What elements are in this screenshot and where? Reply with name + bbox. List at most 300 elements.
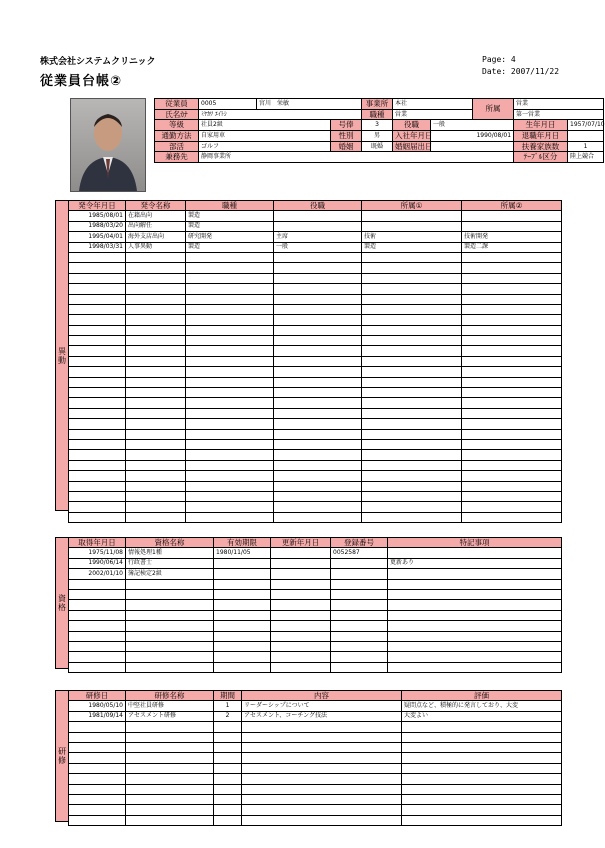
table-cell: 製造二課 [462,242,562,252]
table-cell [274,367,362,377]
table-row [69,662,562,672]
table-cell [362,377,462,387]
table-cell [362,471,462,481]
table-cell [274,346,362,356]
table-cell [69,315,126,325]
table-cell [69,346,126,356]
table-cell [69,325,126,335]
table-cell [462,273,562,283]
table-cell [69,491,126,501]
table-cell [69,512,126,522]
table-row [69,784,562,794]
table-cell: 1981/09/14 [69,711,126,721]
affiliation-2: 第一営業 [514,109,604,120]
table-cell: 一般 [274,242,362,252]
table-cell [242,742,402,752]
table-cell [274,439,362,449]
table-cell [126,579,214,589]
table-row [69,711,562,721]
table-row [69,471,562,481]
table-cell: 製造 [186,221,274,231]
qualification-header-1: 資格名称 [126,538,214,548]
table-cell [126,589,214,599]
table-cell [388,641,562,651]
table-cell [214,558,271,568]
table-cell [388,600,562,610]
table-cell [462,408,562,418]
table-cell [362,460,462,470]
label-dependents: 扶養家族数 [514,141,568,152]
table-cell [214,794,242,804]
table-cell [69,794,126,804]
table-cell [242,815,402,825]
table-cell: 1 [214,701,242,711]
transfer-header-3: 役職 [274,201,362,211]
table-cell [331,589,388,599]
table-cell [214,621,271,631]
table-cell [271,589,331,599]
table-cell [126,294,186,304]
table-cell: 研究開発 [186,232,274,242]
table-cell [69,763,126,773]
table-cell [362,429,462,439]
table-cell [462,377,562,387]
table-row [69,211,562,221]
table-cell [126,621,214,631]
table-cell [126,491,186,501]
label-commute: 通勤方法 [155,131,199,142]
table-cell [331,652,388,662]
table-cell [126,346,186,356]
table-cell [271,631,331,641]
table-cell [462,284,562,294]
table-cell [186,439,274,449]
table-cell [186,460,274,470]
table-row [69,315,562,325]
dependents-value: 1 [568,141,604,152]
table-cell [362,221,462,231]
employee-code: 0005 [199,99,257,110]
table-cell [69,388,126,398]
table-cell [274,325,362,335]
page-title: 従業員台帳② [40,74,123,89]
table-cell [214,784,242,794]
table-cell [271,558,331,568]
table-cell [271,569,331,579]
table-cell [69,502,126,512]
table-cell: 0052587 [331,548,388,558]
table-row [69,641,562,651]
table-cell [388,652,562,662]
table-row [69,774,562,784]
table-cell [271,641,331,651]
table-cell [186,284,274,294]
table-cell [462,388,562,398]
table-cell [331,558,388,568]
table-cell [69,662,126,672]
table-cell [186,252,274,262]
transfer-side-label: 異 動 [55,200,69,511]
table-cell [274,211,362,221]
training-header-2: 期間 [214,691,242,701]
table-cell [186,315,274,325]
table-cell [331,641,388,651]
job-value: 営業 [393,109,473,120]
table-row [69,548,562,558]
table-row [69,460,562,470]
table-cell [214,569,271,579]
table-cell [242,805,402,815]
table-row [69,794,562,804]
table-cell [126,252,186,262]
table-cell [186,502,274,512]
table-row [69,450,562,460]
step-value: 3 [362,120,393,131]
table-cell [214,722,242,732]
table-cell [402,784,562,794]
table-cell: 更新あり [388,558,562,568]
label-club: 部活 [155,141,199,152]
marriage-value: 既婚 [362,141,393,152]
table-cell [126,429,186,439]
table-cell [402,722,562,732]
table-cell [69,263,126,273]
table-cell [126,753,214,763]
table-cell [362,284,462,294]
table-cell [126,815,214,825]
table-cell [462,512,562,522]
table-row [69,439,562,449]
table-cell [274,294,362,304]
table-row [69,753,562,763]
table-cell [331,569,388,579]
table-cell [126,641,214,651]
table-cell [274,315,362,325]
table-cell: 大変よい [402,711,562,721]
table-cell [331,600,388,610]
table-cell [274,377,362,387]
club-value: ゴルフ [199,141,331,152]
table-cell: 2002/01/10 [69,569,126,579]
transfer-header-1: 発令名称 [126,201,186,211]
table-cell [362,450,462,460]
table-row [69,558,562,568]
table-row [69,221,562,231]
commute-value: 自家用車 [199,131,331,142]
label-retire: 退職年月日 [514,131,568,142]
table-cell [69,284,126,294]
table-cell [69,367,126,377]
table-cell: 技術 [362,232,462,242]
table-cell [186,273,274,283]
table-cell [186,408,274,418]
table-cell [462,481,562,491]
table-cell [214,600,271,610]
table-cell [242,784,402,794]
table-cell [126,610,214,620]
table-cell [126,784,214,794]
table-cell [462,367,562,377]
table-cell [214,631,271,641]
table-cell [69,273,126,283]
table-cell [362,367,462,377]
table-cell [186,481,274,491]
table-row [69,610,562,620]
table-cell [271,548,331,558]
table-cell [126,284,186,294]
table-cell [362,408,462,418]
table-cell [126,356,186,366]
table-row [69,631,562,641]
transfer-header-2: 職種 [186,201,274,211]
table-cell [462,315,562,325]
table-cell [69,805,126,815]
table-cell: 1980/05/10 [69,701,126,711]
table-cell [274,284,362,294]
table-row [69,242,562,252]
table-cell [331,621,388,631]
table-cell [362,273,462,283]
table-cell [242,774,402,784]
table-cell: 主席 [274,232,362,242]
table-cell [214,579,271,589]
table-cell [242,732,402,742]
table-cell [462,471,562,481]
hire-value: 1990/08/01 [431,131,514,142]
table-cell [362,512,462,522]
qualification-header-5: 特記事項 [388,538,562,548]
training-table [68,690,562,826]
table-row [69,356,562,366]
table-cell [388,579,562,589]
table-cell [126,481,186,491]
table-cell: 中堅社員研修 [126,701,214,711]
table-cell: 疑問点など、積極的に発言しており、大変 [402,701,562,711]
table-cell [271,579,331,589]
table-cell [214,610,271,620]
table-row [69,600,562,610]
label-job: 職種 [362,109,393,120]
table-cell [214,742,242,752]
grade-value: 社員2級 [199,120,331,131]
transfer-header-4: 所属① [362,201,462,211]
label-office: 事業所 [362,99,393,110]
label-table-class: ﾃｰﾌﾞﾙ区分 [514,152,568,163]
table-row [69,252,562,262]
table-cell [214,732,242,742]
table-cell [69,450,126,460]
table-cell [274,460,362,470]
table-cell [402,805,562,815]
table-row [69,377,562,387]
table-cell [402,753,562,763]
table-cell [274,304,362,314]
table-cell [274,398,362,408]
table-cell [69,460,126,470]
table-cell [69,439,126,449]
table-cell [362,388,462,398]
table-cell [69,377,126,387]
report-date: Date: 2007/11/22 [482,67,560,76]
table-cell [186,512,274,522]
table-class-value: 陸上競合 [568,152,604,163]
table-cell [362,294,462,304]
table-cell [69,481,126,491]
table-cell [186,388,274,398]
table-cell: アセスメント研修 [126,711,214,721]
table-cell: 1985/08/01 [69,211,126,221]
table-cell [271,652,331,662]
table-cell [126,325,186,335]
transfer-header-5: 所属② [462,201,562,211]
table-cell [362,304,462,314]
qualification-header-3: 更新年月日 [271,538,331,548]
table-cell [186,450,274,460]
birth-value: 1957/07/10 [568,120,604,131]
table-cell: 人事異動 [126,242,186,252]
table-cell [69,753,126,763]
table-row [69,304,562,314]
table-cell: リーダーシップについて [242,701,402,711]
table-cell [462,491,562,501]
table-cell [69,304,126,314]
table-cell [362,336,462,346]
table-row [69,419,562,429]
employee-name: 宮川 栄敏 [257,99,362,110]
table-cell [462,325,562,335]
table-row [69,815,562,825]
table-cell [462,263,562,273]
table-cell [186,367,274,377]
table-cell [462,336,562,346]
table-cell: 在籍出向 [126,211,186,221]
table-row [69,722,562,732]
label-employee: 従業員 [155,99,199,110]
label-role: 役職 [393,120,431,131]
table-row [69,512,562,522]
table-cell [69,589,126,599]
table-cell [69,641,126,651]
table-cell [362,491,462,501]
table-cell [69,356,126,366]
table-cell [362,419,462,429]
table-cell [331,579,388,589]
table-cell [186,325,274,335]
table-cell: 1975/11/08 [69,548,126,558]
table-cell [186,336,274,346]
table-cell [388,662,562,672]
table-cell [274,512,362,522]
table-cell [274,388,362,398]
table-cell [362,356,462,366]
table-cell [362,263,462,273]
table-cell [274,356,362,366]
label-marriage-date: 婚姻届出日 [393,141,431,152]
table-cell [362,211,462,221]
table-cell [274,336,362,346]
table-cell [271,662,331,672]
table-cell [274,481,362,491]
table-cell [126,502,186,512]
table-cell [214,662,271,672]
table-cell [69,784,126,794]
table-cell [126,367,186,377]
table-cell: 製造 [186,242,274,252]
company-name: 株式会社システムクリニック [40,57,156,67]
qualification-side-label: 資 格 [55,537,69,669]
table-cell [242,763,402,773]
table-cell [214,589,271,599]
table-cell [186,263,274,273]
table-cell [462,304,562,314]
label-kana: 氏名ｶﾅ [155,109,199,120]
table-cell [462,211,562,221]
table-cell [186,377,274,387]
table-cell: 行政書士 [126,558,214,568]
table-cell [462,346,562,356]
table-cell [274,502,362,512]
table-row [69,325,562,335]
table-cell [126,763,214,773]
table-cell [126,471,186,481]
table-row [69,652,562,662]
table-cell: 出向解任 [126,221,186,231]
label-affiliation: 所属 [473,99,514,120]
table-cell [69,471,126,481]
table-cell [362,502,462,512]
table-cell [126,315,186,325]
table-row [69,398,562,408]
table-cell [388,621,562,631]
employee-info-table [154,98,604,163]
table-cell [126,304,186,314]
table-cell [126,460,186,470]
table-cell [126,512,186,522]
table-cell: 1995/04/01 [69,232,126,242]
table-row [69,502,562,512]
table-row [69,336,562,346]
transfer-table [68,200,562,523]
table-cell [274,273,362,283]
kana-value: ﾐﾔｶﾜ ｴｲﾄｼ [199,109,362,120]
table-cell: 1980/11/05 [214,548,271,558]
table-cell [186,398,274,408]
table-cell [126,263,186,273]
table-cell [69,252,126,262]
table-cell: 技術開発 [462,232,562,242]
label-step: 号俸 [331,120,362,131]
table-cell [271,600,331,610]
table-cell [274,252,362,262]
table-cell [331,610,388,620]
table-cell [69,579,126,589]
transfer-header-0: 発令年月日 [69,201,126,211]
table-cell [126,662,214,672]
table-cell [388,631,562,641]
table-cell [126,774,214,784]
table-cell [274,408,362,418]
table-cell [126,336,186,346]
table-cell [186,356,274,366]
table-cell [186,491,274,501]
table-cell: 1990/06/14 [69,558,126,568]
table-row [69,579,562,589]
table-cell [362,398,462,408]
table-cell [274,221,362,231]
marriage-date-value [431,141,514,152]
table-cell [462,398,562,408]
table-cell: 簿記検定2級 [126,569,214,579]
